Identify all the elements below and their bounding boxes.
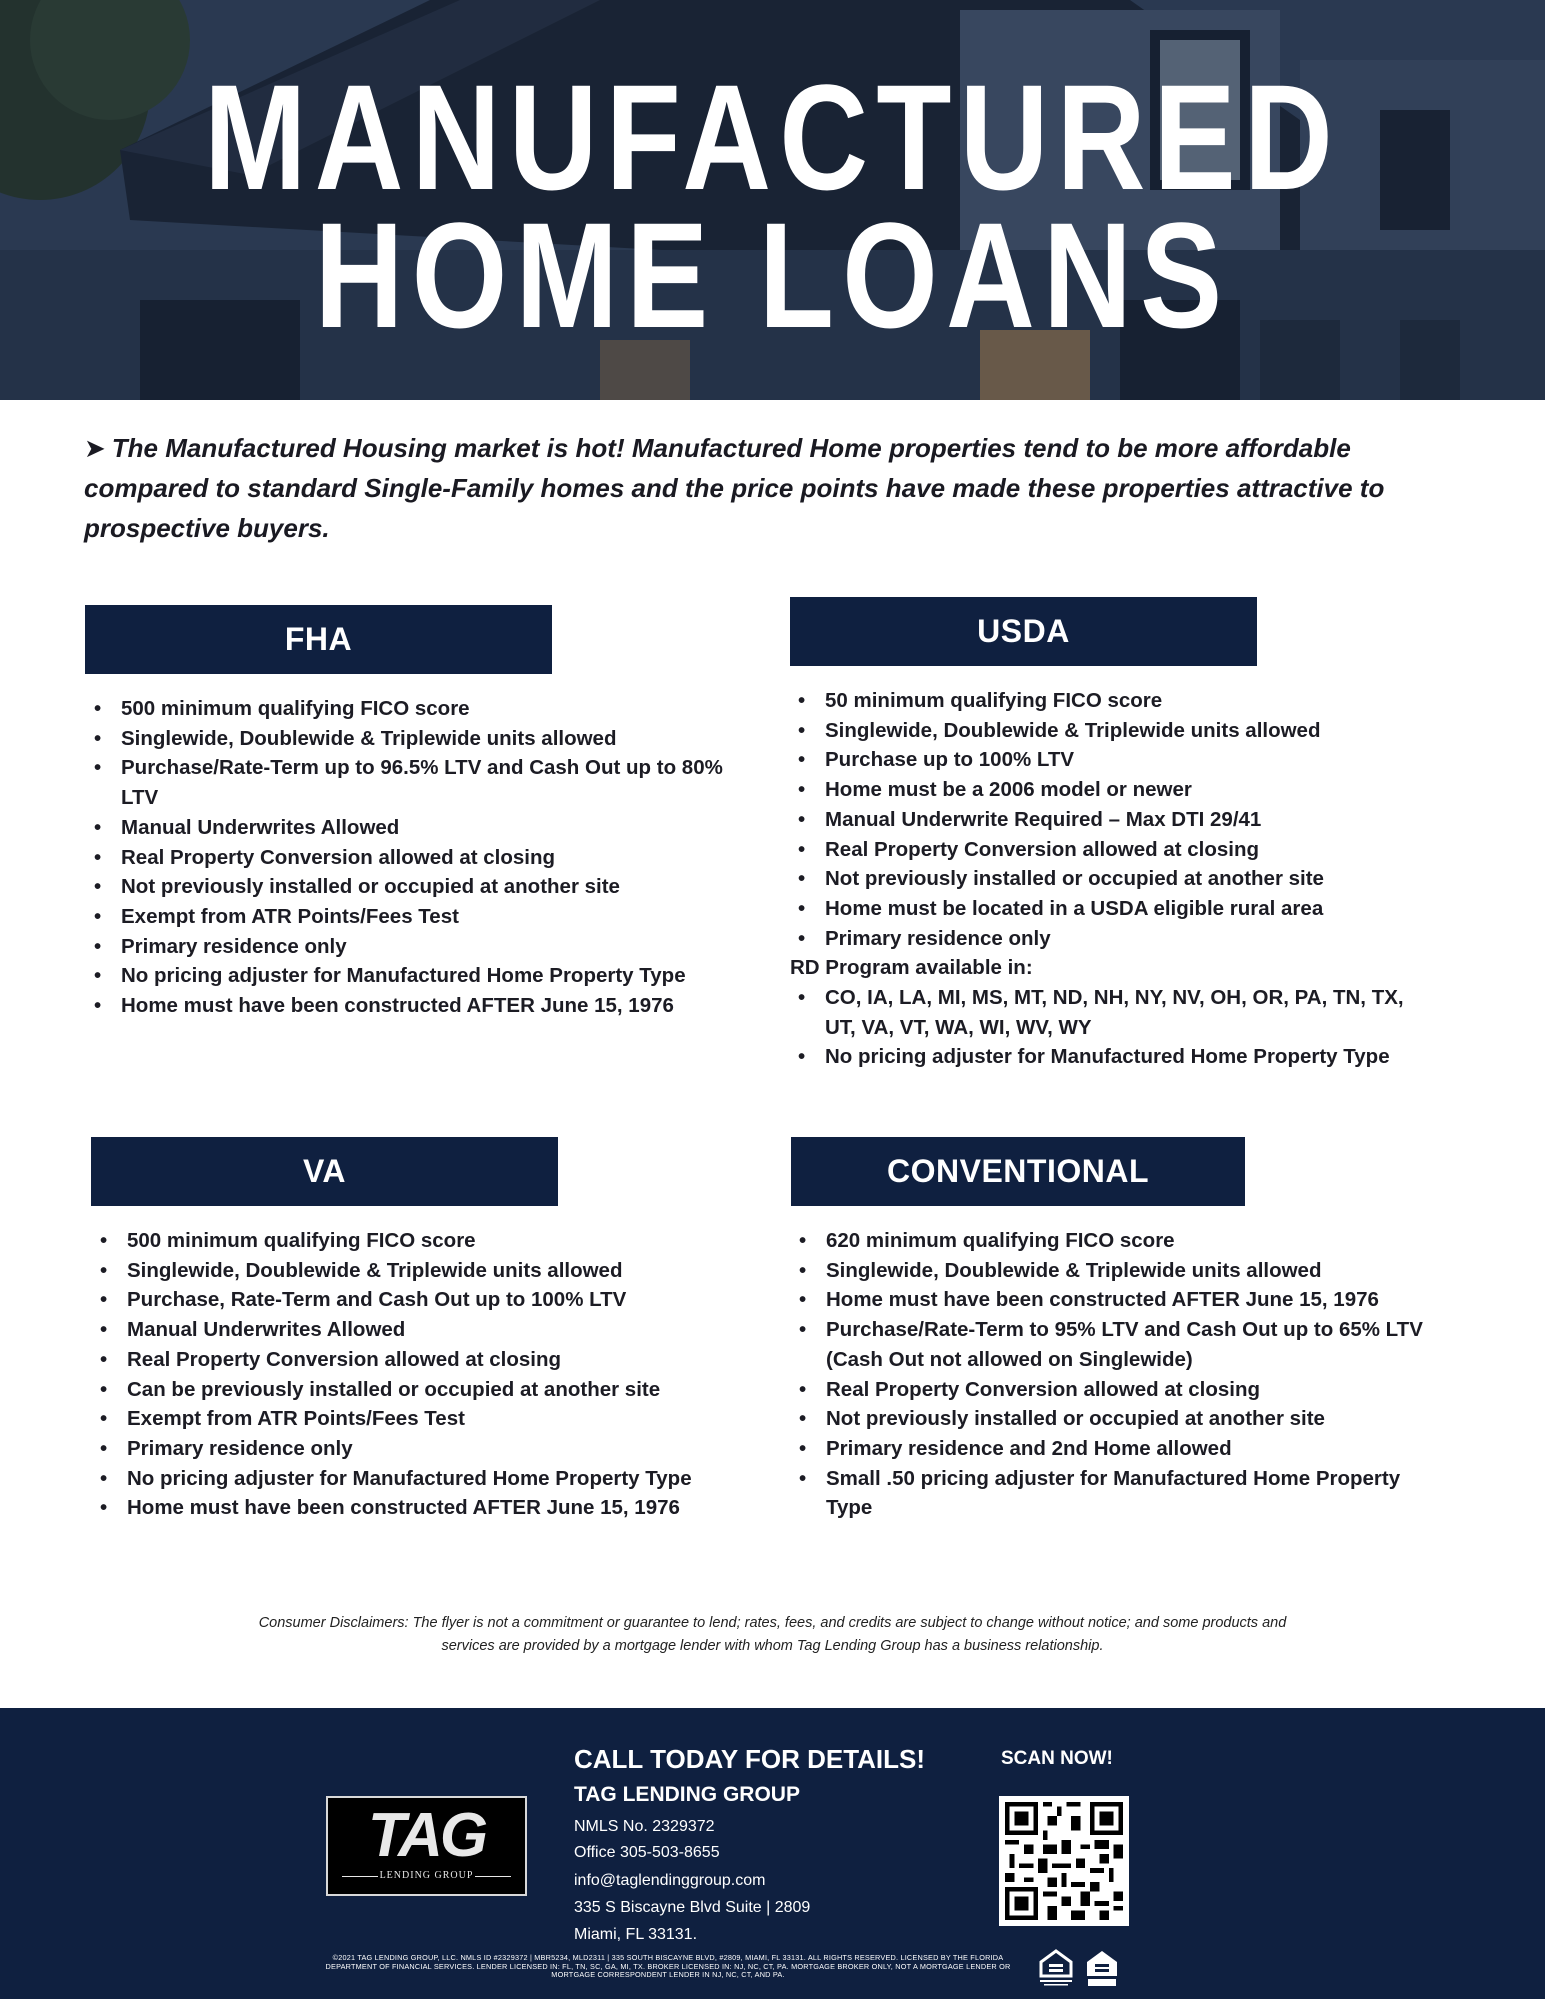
fha-item-text: 500 minimum qualifying FICO score	[121, 697, 470, 720]
usda-item-text: 50 minimum qualifying FICO score	[825, 689, 1163, 712]
company-name: TAG LENDING GROUP	[574, 1783, 800, 1806]
bullet-icon: •	[798, 926, 806, 950]
address-line1: 335 S Biscayne Blvd Suite | 2809	[574, 1899, 811, 1916]
logo-text: TAG	[367, 1801, 486, 1870]
fha-item	[86, 872, 726, 902]
va-item	[92, 1226, 752, 1256]
va-item-text: Manual Underwrites Allowed	[127, 1318, 406, 1342]
usda-item-text: No pricing adjuster for Manufactured Home Property Type	[825, 1045, 1390, 1069]
bullet-icon: •	[799, 1229, 807, 1252]
bullet-icon: •	[94, 726, 102, 750]
usda-item	[790, 864, 1430, 894]
va-item-text: Purchase, Rate-Term and Cash Out up to 100% LTV	[127, 1288, 627, 1312]
fha-item	[86, 724, 726, 754]
usda-heading: USDA	[790, 597, 1257, 666]
intro-text: The Manufactured Housing market is hot! Manufactured Home properties tend to be more affordable compared to standard Single-Family homes and the price points have made these properties attractive to prospective buyers.	[84, 433, 1385, 543]
fha-item	[86, 902, 726, 932]
logo-subtitle: LENDING GROUP	[379, 1870, 474, 1881]
bullet-icon: •	[100, 1466, 108, 1490]
va-item	[92, 1464, 752, 1494]
bullet-icon: •	[100, 1347, 108, 1371]
va-item-text: No pricing adjuster for Manufactured Home Property Type	[127, 1466, 692, 1490]
scan-now-label: SCAN NOW!	[1001, 1748, 1113, 1769]
conventional-item-text: 620 minimum qualifying FICO score	[826, 1229, 1175, 1252]
usda-item	[790, 835, 1430, 865]
bullet-icon: •	[100, 1377, 108, 1401]
conventional-item	[791, 1464, 1431, 1523]
bullet-icon: •	[798, 867, 806, 891]
usda-item-text: Real Property Conversion allowed at closing	[825, 837, 1260, 861]
hero-banner	[0, 0, 1545, 400]
conventional-item-text: Purchase/Rate-Term to 95% LTV and Cash Out up to 65% LTV (Cash Out not allowed on Singlewide)	[826, 1318, 1423, 1371]
conventional-item-text: Small .50 pricing adjuster for Manufactured Home Property Type	[826, 1466, 1401, 1520]
va-item	[92, 1345, 752, 1375]
bullet-icon: •	[100, 1318, 108, 1342]
usda-item-text: CO, IA, LA, MI, MS, MT, ND, NH, NY, NV, OH, OR, PA, TN, TX, UT, VA, VT, WA, WI, WV, WY	[825, 986, 1404, 1039]
bullet-icon: •	[798, 748, 806, 772]
usda-item	[790, 775, 1430, 805]
conventional-item	[791, 1315, 1431, 1374]
conventional-item-text: Primary residence and 2nd Home allowed	[826, 1436, 1232, 1460]
usda-item	[790, 745, 1430, 775]
address-line2: Miami, FL 33131.	[574, 1926, 698, 1943]
va-item	[92, 1256, 752, 1286]
bullet-icon: •	[798, 807, 806, 831]
conventional-item-text: Real Property Conversion allowed at closing	[826, 1377, 1261, 1401]
fha-item-text: Primary residence only	[121, 934, 347, 958]
usda-item	[790, 716, 1430, 746]
intro-paragraph	[84, 428, 1464, 548]
nmls-number: NMLS No. 2329372	[574, 1818, 715, 1835]
bullet-icon: •	[94, 964, 102, 988]
usda-item	[790, 1042, 1430, 1072]
logo-rule-right	[475, 1876, 511, 1877]
bullet-icon: •	[798, 986, 806, 1010]
conventional-item	[791, 1285, 1431, 1315]
usda-item-text: Not previously installed or occupied at another site	[825, 867, 1324, 891]
fha-item-text: Singlewide, Doublewide & Triplewide units allowed	[121, 726, 617, 750]
va-item-text: Primary residence only	[127, 1436, 353, 1460]
bullet-icon: •	[94, 697, 102, 720]
bullet-icon: •	[100, 1436, 108, 1460]
fha-item	[86, 753, 726, 812]
bullet-icon: •	[799, 1466, 807, 1490]
fha-heading: FHA	[85, 605, 552, 674]
hero-title-line1: MANUFACTURED	[203, 53, 1341, 221]
qr-code[interactable]	[999, 1796, 1129, 1926]
bullet-icon: •	[798, 718, 806, 742]
fha-item-text: Exempt from ATR Points/Fees Test	[121, 904, 459, 928]
bullet-icon: •	[799, 1318, 807, 1342]
fha-item	[86, 991, 726, 1021]
bullet-icon: •	[100, 1288, 108, 1312]
fha-item-text: Home must have been constructed AFTER June 15, 1976	[121, 994, 674, 1018]
fha-item	[86, 961, 726, 991]
usda-item	[790, 924, 1430, 954]
tag-logo	[326, 1796, 527, 1896]
usda-item-text: Purchase up to 100% LTV	[825, 748, 1075, 772]
bullet-icon: •	[799, 1288, 807, 1312]
va-item-text: Real Property Conversion allowed at closing	[127, 1347, 562, 1371]
office-phone[interactable]: Office 305-503-8655	[574, 1844, 720, 1861]
bullet-icon: •	[100, 1407, 108, 1431]
conventional-heading: CONVENTIONAL	[791, 1137, 1245, 1206]
usda-item	[790, 805, 1430, 835]
fha-item-text: Purchase/Rate-Term up to 96.5% LTV and Cash Out up to 80% LTV	[121, 756, 723, 810]
conventional-item-text: Home must have been constructed AFTER June 15, 1976	[826, 1288, 1379, 1312]
usda-rd-label: RD Program available in:	[790, 956, 1033, 980]
bullet-icon: •	[798, 896, 806, 920]
hero-title-line2: HOME LOANS	[314, 191, 1231, 359]
conventional-item	[791, 1226, 1431, 1256]
va-item	[92, 1493, 752, 1523]
usda-item	[790, 894, 1430, 924]
usda-list	[790, 686, 1430, 1072]
usda-item-text: Manual Underwrite Required – Max DTI 29/41	[825, 807, 1262, 831]
conventional-item	[791, 1375, 1431, 1405]
fha-item-text: Real Property Conversion allowed at closing	[121, 845, 556, 869]
fha-list	[86, 694, 726, 1021]
fha-item-text: Manual Underwrites Allowed	[121, 815, 400, 839]
fha-item	[86, 813, 726, 843]
bullet-icon: •	[798, 778, 806, 802]
bullet-icon: •	[94, 815, 102, 839]
bullet-icon: •	[94, 934, 102, 958]
va-item-text: Exempt from ATR Points/Fees Test	[127, 1407, 465, 1431]
fha-item	[86, 843, 726, 873]
va-item	[92, 1404, 752, 1434]
bullet-icon: •	[100, 1496, 108, 1520]
bullet-icon: •	[100, 1258, 108, 1282]
qr-code-icon	[1005, 1802, 1123, 1920]
bullet-icon: •	[799, 1436, 807, 1460]
consumer-disclaimer: Consumer Disclaimers: The flyer is not a commitment or guarantee to lend; rates, fees, and credits are subject to change without notice; and some products and services are provided by a mortgage lender with whom Tag Lending Group has a business relationship.	[258, 1615, 1287, 1654]
bullet-icon: •	[94, 756, 102, 780]
va-item-text: 500 minimum qualifying FICO score	[127, 1229, 476, 1252]
bullet-icon: •	[798, 1045, 806, 1069]
conventional-item-text: Not previously installed or occupied at another site	[826, 1407, 1325, 1431]
va-heading: VA	[91, 1137, 558, 1206]
bullet-icon: •	[799, 1407, 807, 1431]
bullet-icon: •	[94, 875, 102, 899]
usda-item-text: Home must be a 2006 model or newer	[825, 778, 1192, 802]
va-item-text: Singlewide, Doublewide & Triplewide units allowed	[127, 1258, 623, 1282]
conventional-item-text: Singlewide, Doublewide & Triplewide units allowed	[826, 1258, 1322, 1282]
fha-item	[86, 932, 726, 962]
va-item	[92, 1285, 752, 1315]
bullet-icon: •	[94, 994, 102, 1018]
va-list	[92, 1226, 752, 1523]
conventional-item	[791, 1404, 1431, 1434]
arrow-icon: ➤	[84, 433, 106, 463]
conventional-item	[791, 1434, 1431, 1464]
va-item	[92, 1315, 752, 1345]
usda-item-text: Home must be located in a USDA eligible rural area	[825, 896, 1324, 920]
va-item-text: Home must have been constructed AFTER June 15, 1976	[127, 1496, 680, 1520]
bullet-icon: •	[798, 689, 806, 712]
bullet-icon: •	[799, 1258, 807, 1282]
bullet-icon: •	[94, 845, 102, 869]
email-link[interactable]: info@taglendinggroup.com	[574, 1872, 766, 1889]
bullet-icon: •	[798, 837, 806, 861]
usda-item	[790, 686, 1430, 716]
bullet-icon: •	[100, 1229, 108, 1252]
equal-housing-lender-icon	[1084, 1948, 1120, 1988]
usda-item-text: Singlewide, Doublewide & Triplewide units allowed	[825, 718, 1321, 742]
fha-item-text: No pricing adjuster for Manufactured Home Property Type	[121, 964, 686, 988]
footer	[0, 1708, 1545, 1999]
va-item	[92, 1375, 752, 1405]
va-item	[92, 1434, 752, 1464]
conventional-list	[791, 1226, 1431, 1523]
usda-item-text: Primary residence only	[825, 926, 1051, 950]
fha-item-text: Not previously installed or occupied at another site	[121, 875, 620, 899]
va-item-text: Can be previously installed or occupied at another site	[127, 1377, 661, 1401]
call-heading: CALL TODAY FOR DETAILS!	[574, 1744, 926, 1774]
legal-text: ©2021 TAG LENDING GROUP, LLC. NMLS ID #2329372 | MBR5234, MLD2311 | 335 SOUTH BISCAYNE BLVD, #2809, MIAMI, FL 33131. ALL RIGHTS RESERVED. LICENSED BY THE FLORIDA DEPARTMENT OF FINANCIAL SERVICES. LENDER LICENSED IN: FL, TN, SC, GA, MI, TX. BROKER LICENSED IN: NJ, NC, CT, PA. MORTGAGE BROKER ONLY, NOT A MORTGAGE LENDER OR MORTGAGE CORRESPONDENT LENDER IN NJ, NC, CT, AND PA.	[325, 1953, 1011, 1980]
bullet-icon: •	[799, 1377, 807, 1401]
equal-housing-opportunity-icon	[1038, 1948, 1074, 1988]
fha-item	[86, 694, 726, 724]
bullet-icon: •	[94, 904, 102, 928]
conventional-item	[791, 1256, 1431, 1286]
usda-rd-states	[790, 983, 1430, 1042]
